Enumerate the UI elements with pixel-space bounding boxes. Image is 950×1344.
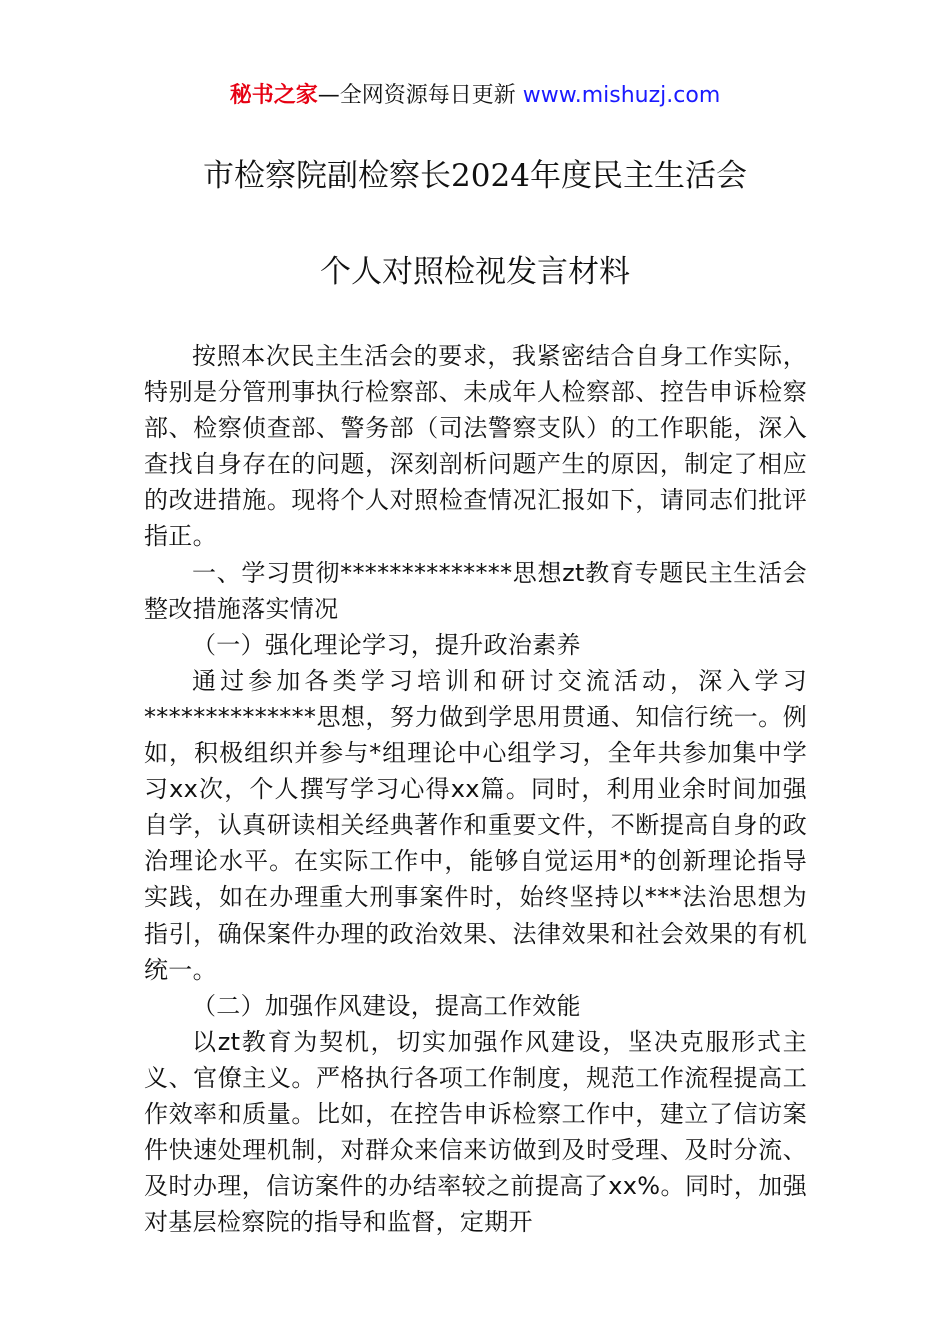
- site-brand: 秘书之家: [229, 83, 318, 108]
- site-tagline: —全网资源每日更新: [317, 83, 523, 108]
- subsection-heading-2: （二）加强作风建设，提高工作效能: [192, 991, 581, 1020]
- document-title-line1: 市检察院副检察长2024年度民主生活会: [203, 158, 747, 194]
- site-header: [0, 80, 950, 112]
- body-paragraph: 通过参加各类学习培训和研讨交流活动，深入学习**************思想，努力做到学思用贯通、知信行统一。例如，积极组织并参与*组理论中心组学习，全年共参加集中学习xx次，个人撰写学习心得xx篇。同时，利用业余时间加强自学，认真研读相关经典著作和重要文件，不断提高自身的政治理论水平。在实际工作中，能够自觉运用*的创新理论指导实践，如在办理重大刑事案件时，始终坚持以***法治思想为指引，确保案件办理的政治效果、法律效果和社会效果的有机统一。: [144, 666, 807, 984]
- document-body: [144, 338, 807, 1240]
- site-url-link[interactable]: www.mishuzj.com: [522, 83, 721, 108]
- intro-paragraph: 按照本次民主生活会的要求，我紧密结合自身工作实际，特别是分管刑事执行检察部、未成年人检察部、控告申诉检察部、检察侦查部、警务部（司法警察支队）的工作职能，深入查找自身存在的问题，深刻剖析问题产生的原因，制定了相应的改进措施。现将个人对照检查情况汇报如下，请同志们批评指正。: [144, 342, 807, 551]
- subsection-heading-1: （一）强化理论学习，提升政治素养: [192, 630, 581, 659]
- document-title-line2: 个人对照检视发言材料: [320, 254, 630, 290]
- section-heading-1: 一、学习贯彻**************思想zt教育专题民主生活会整改措施落实情况: [144, 558, 807, 623]
- body-paragraph: 以zt教育为契机，切实加强作风建设，坚决克服形式主义、官僚主义。严格执行各项工作制度，规范工作流程提高工作效率和质量。比如，在控告申诉检察工作中，建立了信访案件快速处理机制，对群众来信来访做到及时受理、及时分流、及时办理，信访案件的办结率较之前提高了xx%。同时，加强对基层检察院的指导和监督，定期开: [144, 1027, 807, 1237]
